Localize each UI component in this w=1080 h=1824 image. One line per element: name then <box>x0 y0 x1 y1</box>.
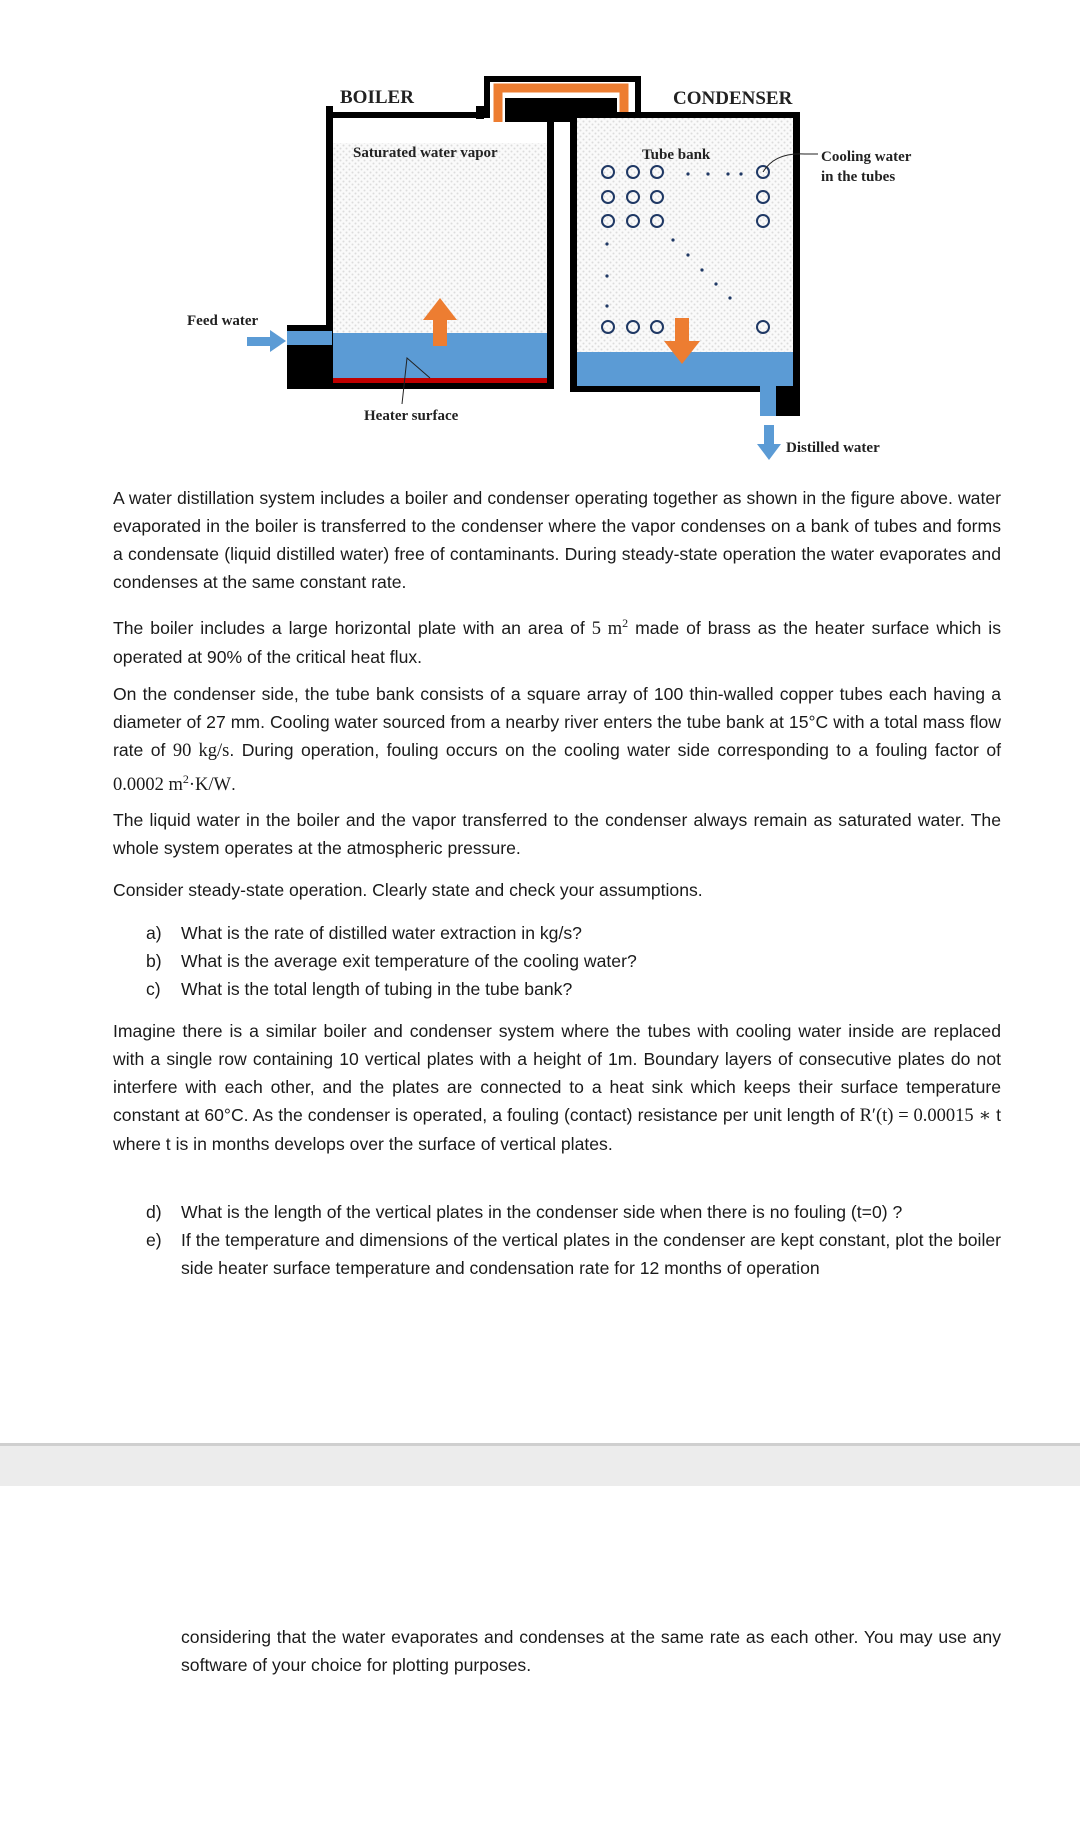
p3-text-b: . During operation, fouling occurs on the cooling water side corresponding to a fouling factor of <box>229 740 1001 760</box>
distilled-water-arrow <box>757 425 781 460</box>
condenser-label: CONDENSER <box>673 88 793 109</box>
part2-paragraph <box>113 1017 1001 1158</box>
intro-paragraph-5: Consider steady-state operation. Clearly state and check your assumptions. <box>113 880 703 900</box>
cooling-water-label-2: in the tubes <box>821 169 896 185</box>
question-e: e) If the temperature and dimensions of the vertical plates in the condenser are kept constant, plot the boiler side heater surface temperature and condensation rate for 12 months of operation <box>146 1230 1001 1278</box>
question-a: a) What is the rate of distilled water extraction in kg/s? <box>146 923 582 943</box>
p3-text-a: On the condenser side, the tube bank consists of a square array of 100 thin-walled copper tubes each having a diameter of 27 mm. Cooling water sourced from a nearby river enters the tube bank at 15°C with a total mass flow rate of <box>113 684 1001 760</box>
question-list-2 <box>146 1198 1001 1282</box>
fouling-factor-value: 0.0002 $m^2\cdot K/W$ <box>113 772 232 796</box>
distillation-diagram <box>0 0 1080 470</box>
continuation-paragraph: considering that the water evaporates and condenses at the same rate as each other. You may use any software of your choice for plotting purposes. <box>181 1627 1001 1675</box>
intro-paragraph-1: A water distillation system includes a boiler and condenser operating together as shown in the figure above. water evaporated in the boiler is transferred to the condenser where the vapor condenses on a bank of tubes and forms a condensate (liquid distilled water) free of contaminants. During steady-state operation the water evaporates and condenses at the same constant rate. <box>113 488 1001 592</box>
boiler-label: BOILER <box>340 87 414 108</box>
question-list-1 <box>146 919 1001 1003</box>
flow-rate-value: 90 kg/s <box>172 741 230 761</box>
cooling-water-label-1: Cooling water <box>821 149 912 165</box>
intro-paragraph-4: The liquid water in the boiler and the vapor transferred to the condenser always remain as saturated water. The whole system operates at the atmospheric pressure. <box>113 810 1001 858</box>
heater-area-value: 5 $m^2$ <box>591 616 629 640</box>
feed-water-label: Feed water <box>187 313 259 329</box>
intro-paragraph-2 <box>113 609 1001 671</box>
part2-text-a: Imagine there is a similar boiler and condenser system where the tubes with cooling water inside are replaced with a single row containing 10 vertical plates with a height of 1m. Boundary layers of consecutive plates do not interfere with each other, and the plates are connected to a heat sink which keeps their surface temperature constant at 60°C. As the condenser is operated, a fouling (contact) resistance per unit length of <box>113 1021 1001 1125</box>
heater-surface-line <box>332 378 547 383</box>
heater-surface-label: Heater surface <box>364 408 459 424</box>
p2-text-b: made of brass as the heater surface which is operated at 90% of the critical heat flux. <box>113 618 1001 668</box>
page-break <box>0 1446 1080 1486</box>
distilled-water-label: Distilled water <box>786 440 880 456</box>
part2-text-b: t where t is in months develops over the surface of vertical plates. <box>113 1105 1002 1154</box>
tube-bank-label: Tube bank <box>642 147 711 163</box>
feed-water-arrow <box>247 330 286 352</box>
question-c: c) What is the total length of tubing in the tube bank? <box>146 979 573 999</box>
p2-text-a: The boiler includes a large horizontal plate with an area of <box>113 618 585 639</box>
intro-paragraph-3: On the condenser side, the tube bank consists of a square array of 100 thin-walled copper tubes each having a diameter of 27 mm. Cooling water sourced from a nearby river enters the tube bank at 15°C with a total mass flow rate of 90 kg/s. During operation, fouling occurs on the cooling water side corresponding to a fouling factor of 0.0002 $m^2\cdot K/W$. <box>113 684 1001 796</box>
resistance-formula: R′(t) = 0.00015 ∗ <box>859 1106 992 1126</box>
question-d: d) What is the length of the vertical plates in the condenser side when there is no fouling (t=0) ? <box>146 1202 903 1222</box>
saturated-vapor-label: Saturated water vapor <box>353 145 498 161</box>
question-b: b) What is the average exit temperature of the cooling water? <box>146 951 637 971</box>
